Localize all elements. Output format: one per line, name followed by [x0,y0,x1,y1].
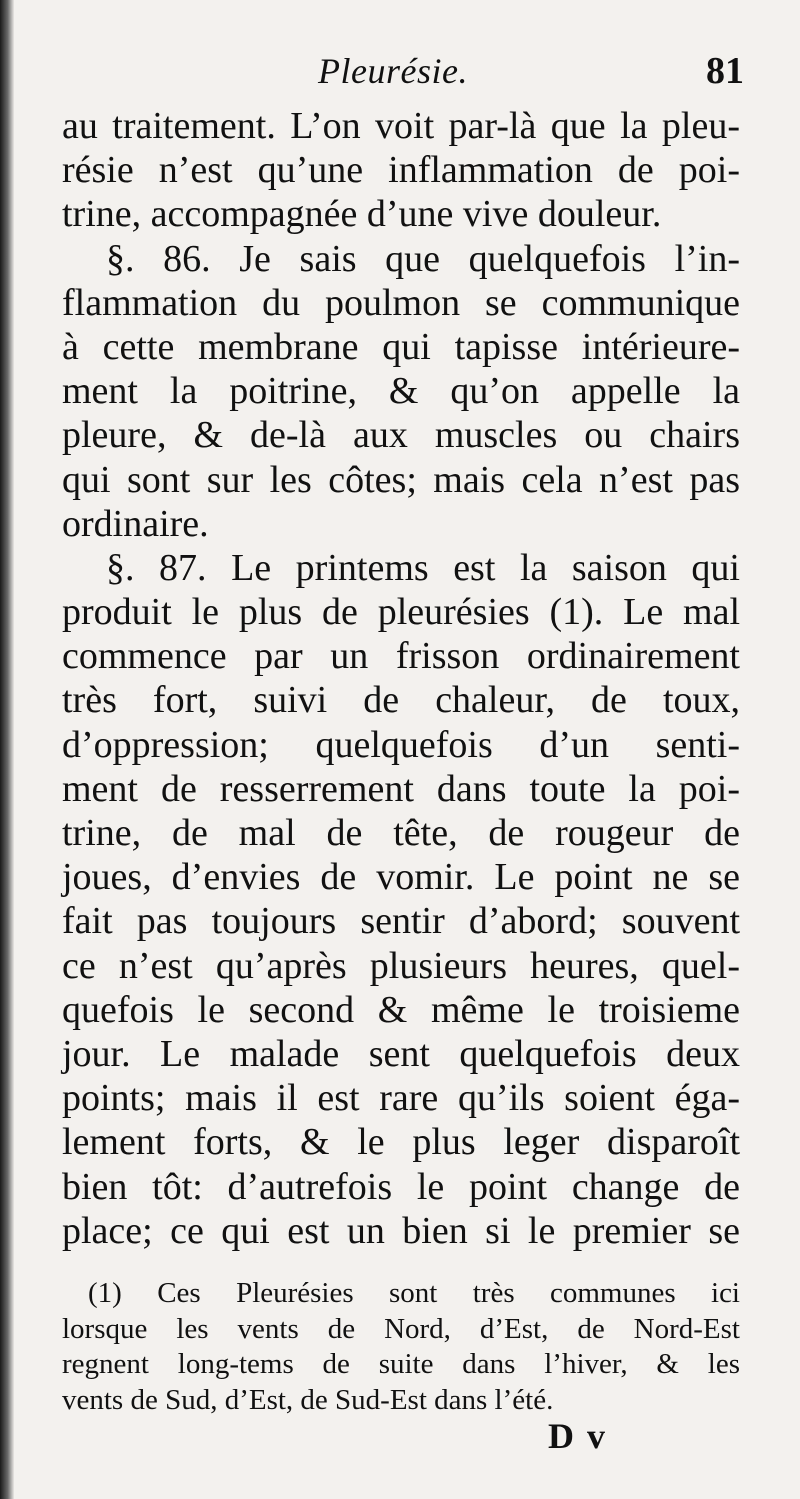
footnote [62,1276,740,1418]
text-line: joues, d’envies de vomir. Le point ne se [62,856,740,899]
text-line: flammation du poulmon se communique [62,281,740,324]
footnote-line: vents de Sud, d’Est, de Sud-Est dans l’été. [62,1383,554,1416]
text-line: commence par un frisson ordinairement [62,635,740,678]
page-number: 81 [706,50,744,92]
text-line: jour. Le malade sent quelquefois deux [62,1032,740,1075]
text-line: place; ce qui est un bien si le premier se [62,1209,740,1252]
text-line: très fort, suivi de chaleur, de toux, [62,679,740,722]
paragraph-87-start: §. 87. Le printems est la saison qui [106,546,740,589]
text-line: pleure, & de-là aux muscles ou chairs [62,414,740,457]
binding-shadow [0,0,14,1499]
text-line: bien tôt: d’autrefois le point change de [62,1165,740,1208]
running-title: Pleurésie. [318,51,468,91]
text-line: au traitement. L’on voit par-là que la pleu- [62,105,740,147]
text-line: résie n’est qu’une inflammation de poi- [62,149,740,192]
signature-mark: D v [548,1416,607,1456]
text-line: lement forts, & le plus leger disparoît [62,1121,740,1164]
text-line: ordinaire. [62,502,209,545]
text-line: trine, de mal de tête, de rougeur de [62,812,740,854]
paragraph-86-start: §. 86. Je sais que quelquefois l’in- [106,237,740,280]
text-line: ment de resserrement dans toute la poi- [62,767,740,810]
text-line: quefois le second & même le troisieme [62,988,740,1031]
text-line: ce n’est qu’après plusieurs heures, quel- [62,944,740,987]
page-header [0,46,800,96]
text-line: fait pas toujours sentir d’abord; souvent [62,900,740,943]
text-line: points; mais il est rare qu’ils soient éga- [62,1077,740,1120]
footnote-line: lorsque les vents de Nord, d’Est, de Nord-Est [62,1312,740,1345]
body-text [62,104,740,1253]
text-line: à cette membrane qui tapisse intérieure- [62,325,740,368]
text-line: ment la poitrine, & qu’on appelle la [62,370,740,413]
text-line: trine, accompagnée d’une vive douleur. [62,193,662,236]
footnote-line: regnent long-tems de suite dans l’hiver, & les [62,1348,740,1380]
footnote-line: (1) Ces Pleurésies sont très communes ici [88,1277,740,1309]
text-line: produit le plus de pleurésies (1). Le mal [62,591,740,634]
text-line: qui sont sur les côtes; mais cela n’est pas [62,458,740,501]
text-line: d’oppression; quelquefois d’un senti- [62,723,740,766]
